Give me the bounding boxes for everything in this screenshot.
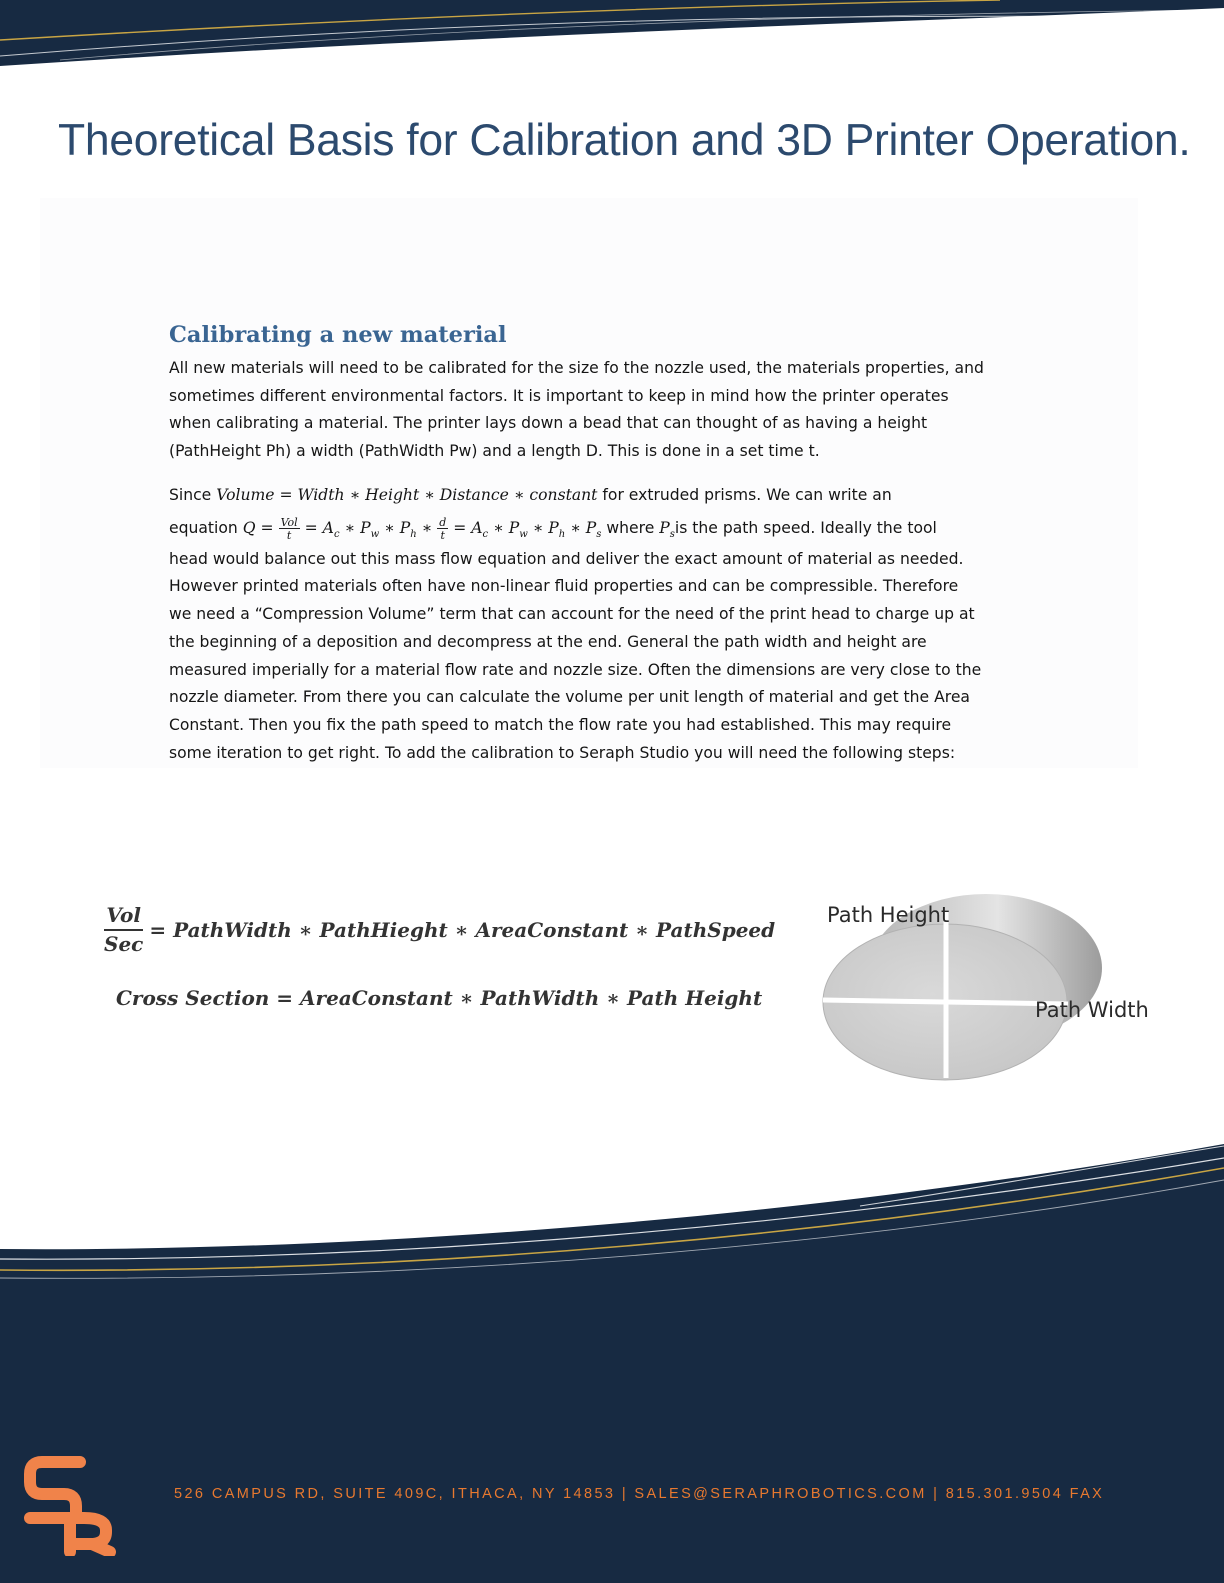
text-line: the beginning of a deposition and decompress at the end. General the path width and height are <box>169 632 927 651</box>
text-line: head would balance out this mass flow equation and deliver the exact amount of material as needed. <box>169 549 964 568</box>
cross-section-formula: Cross Section = AreaConstant ∗ PathWidth ∗ Path Height <box>116 986 763 1010</box>
text-line: some iteration to get right. To add the calibration to Seraph Studio you will need the following steps: <box>169 743 956 762</box>
text-line: However printed materials often have non-linear fluid properties and can be compressible. Therefore <box>169 577 959 596</box>
footer-contact-info: 526 CAMPUS RD, SUITE 409C, ITHACA, NY 14853 | SALES@SERAPHROBOTICS.COM | 815.301.9504 FAX <box>174 1486 1105 1502</box>
flow-formula-rhs: = PathWidth ∗ PathHieght ∗ AreaConstant ∗ PathSpeed <box>149 918 776 942</box>
text-line: nozzle diameter. From there you can calculate the volume per unit length of material and get the Area <box>169 688 970 707</box>
seraph-robotics-logo <box>24 1452 120 1556</box>
volume-per-second-formula <box>104 904 775 956</box>
header-band <box>0 0 1224 80</box>
path-height-label: Path Height <box>827 903 950 927</box>
page-title: Theoretical Basis for Calibration and 3D Printer Operation. <box>58 116 1191 165</box>
text-line: All new materials will need to be calibrated for the size fo the nozzle used, the materials properties, and <box>169 359 984 377</box>
section-heading: Calibrating a new material <box>169 322 507 348</box>
text-line: Constant. Then you fix the path speed to match the flow rate you had established. This may require <box>169 715 952 734</box>
bead-cross-section-figure <box>810 880 1170 1090</box>
mass-flow-equation: Q = $\frac{\text{Vol}}{t}$ = $A_c$ ∗ $P_w$ ∗ $P_h$ ∗ $\frac{d}{t}$ = $A_c$ ∗ $P_w$ ∗ $P_h$ ∗ $P_s$ <box>242 515 602 542</box>
text-line: we need a “Compression Volume” term that can account for the need of the print head to charge up at <box>169 605 975 624</box>
volume-equation-line: Since Volume = Width ∗ Height ∗ Distance ∗ constant for extruded prisms. We can write an <box>169 486 892 504</box>
text-line: measured imperially for a material flow rate and nozzle size. Often the dimensions are very close to the <box>169 660 982 679</box>
intro-paragraph <box>169 355 984 466</box>
text-line: when calibrating a material. The printer lays down a bead that can thought of as having a height <box>169 414 928 433</box>
text-line: (PathHeight Ph) a width (PathWidth Pw) and a length D. This is done in a set time t. <box>169 442 820 461</box>
vol-per-sec-fraction: Vol Sec <box>104 903 144 956</box>
flow-equation-line: equation Q = $\frac{\text{Vol}}{t}$ = $A_c$ ∗ $P_w$ ∗ $P_h$ ∗ $\frac{d}{t}$ = $A_c$ ∗ $P_w$ ∗ $P_h$ ∗ $P_s$ where $P_sis$ the path speed. Ideally the tool <box>169 515 937 542</box>
footer-band <box>0 1130 1224 1583</box>
text-line: sometimes different environmental factors. It is important to keep in mind how the printer operates <box>169 386 949 405</box>
path-width-label: Path Width <box>1035 998 1149 1022</box>
volume-equation: Volume = Width ∗ Height ∗ Distance ∗ constant <box>216 486 598 504</box>
theory-paragraph <box>169 482 981 767</box>
